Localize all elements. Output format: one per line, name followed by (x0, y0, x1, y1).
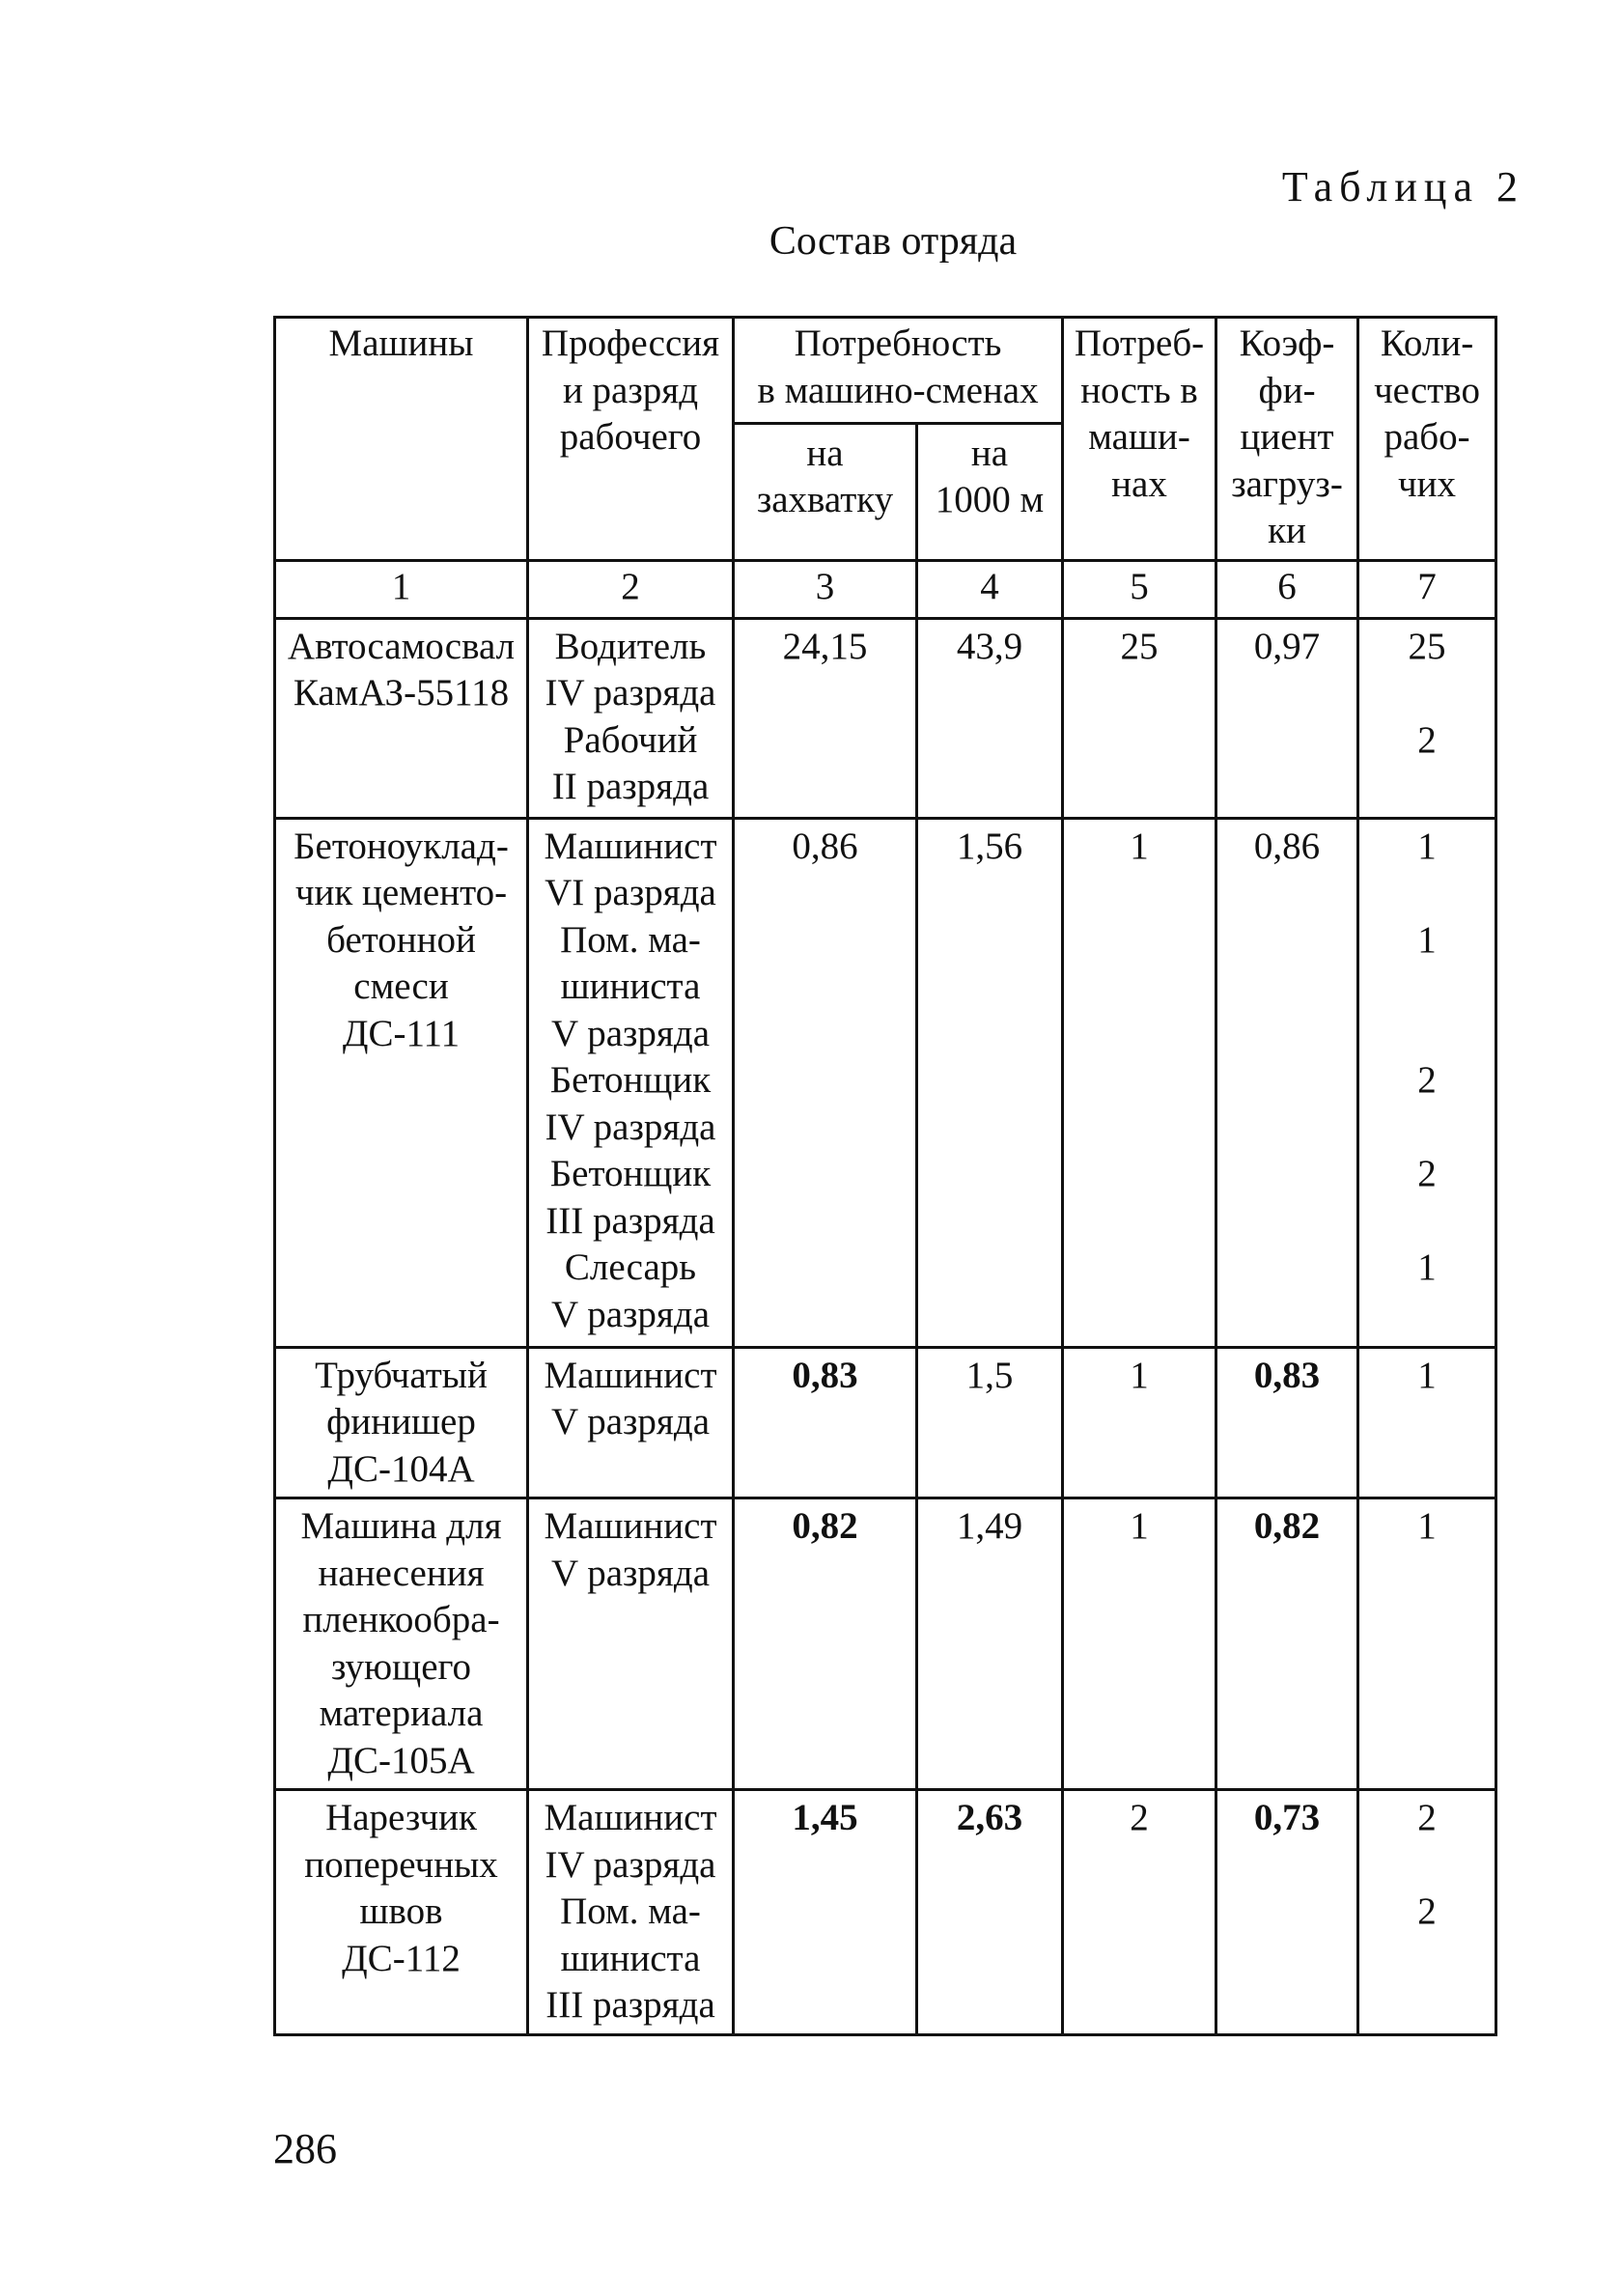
cell-line: ДС-112 (342, 1937, 461, 1979)
per-1000-cell: 43,9 (917, 618, 1063, 818)
cell-line (1361, 870, 1493, 917)
cell-line: Пом. ма- (560, 1890, 701, 1932)
header-profession (528, 318, 734, 561)
cell-line: III разряда (545, 1984, 715, 2026)
per-1000-cell: 1,56 (917, 818, 1063, 1347)
per-grip-cell: 0,83 (734, 1347, 917, 1498)
cell-line: Трубчатый (315, 1354, 488, 1396)
cell-line: Машинист (544, 1505, 717, 1547)
cell-line: Машины (328, 322, 474, 364)
header-need-shifts (734, 318, 1063, 424)
cell-line: пленкообра- (302, 1599, 500, 1640)
cell-line: V разряда (550, 1401, 711, 1442)
per-grip-cell: 0,82 (734, 1498, 917, 1790)
cell-line: 2 (1417, 1890, 1437, 1932)
header-per-1000 (917, 423, 1063, 560)
cell-line: IV разряда (545, 672, 716, 714)
per-grip-cell: 0,86 (734, 818, 917, 1347)
cell-line: в машино-сменах (757, 369, 1039, 411)
table-row (275, 1347, 1496, 1498)
table-row (275, 618, 1496, 818)
workers-cell (1358, 1790, 1496, 2035)
cell-line: Нарезчик (325, 1797, 477, 1838)
coef-cell: 0,86 (1216, 818, 1358, 1347)
cell-line: швов (359, 1890, 443, 1932)
page-number: 286 (273, 2125, 337, 2172)
cell-line: шиниста (560, 1937, 701, 1979)
cell-line: на (970, 432, 1009, 474)
cell-line (1361, 1105, 1493, 1152)
cell-line: 1 (1417, 918, 1437, 961)
cell-line: Профессия (541, 322, 720, 364)
cell-line: Пом. ма- (560, 918, 701, 961)
cell-line (1361, 1551, 1493, 1598)
column-number: 1 (275, 560, 528, 618)
header-need-machines (1063, 318, 1216, 561)
cell-line (1361, 1936, 1493, 1983)
header-row (275, 318, 1496, 424)
cell-line: III разряда (545, 1199, 715, 1242)
cell-line: 2 (1417, 1797, 1437, 1838)
per-1000-cell: 1,5 (917, 1347, 1063, 1498)
cell-line: II разряда (551, 766, 710, 807)
per-grip-cell: 24,15 (734, 618, 917, 818)
cell-line: чество (1374, 369, 1480, 411)
column-number: 2 (528, 560, 734, 618)
cell-line: финишер (326, 1401, 476, 1442)
cell-line (1361, 964, 1493, 1011)
cell-line: поперечных (304, 1843, 498, 1886)
machines-cell: 1 (1063, 818, 1216, 1347)
cell-line: загруз- (1231, 462, 1343, 505)
profession-cell (528, 1498, 734, 1790)
cell-line: V разряда (550, 1293, 711, 1335)
cell-line: ДС-111 (342, 1012, 461, 1054)
cell-line: Машинист (544, 1354, 717, 1396)
cell-line: IV разряда (545, 1843, 716, 1886)
workers-cell (1358, 1498, 1496, 1790)
coef-cell: 0,82 (1216, 1498, 1358, 1790)
cell-line: V разряда (550, 1012, 711, 1054)
header-machines (275, 318, 528, 561)
machine-cell (275, 1498, 528, 1790)
cell-line: Потреб- (1074, 322, 1205, 364)
column-number: 5 (1063, 560, 1216, 618)
per-1000-cell: 1,49 (917, 1498, 1063, 1790)
machine-cell (275, 1347, 528, 1498)
cell-line: 1 (1417, 825, 1437, 867)
per-1000-cell: 2,63 (917, 1790, 1063, 2035)
machines-cell: 25 (1063, 618, 1216, 818)
workers-cell (1358, 618, 1496, 818)
cell-line: 1 (1417, 1505, 1437, 1547)
machines-cell: 1 (1063, 1347, 1216, 1498)
cell-line: V разряда (550, 1552, 711, 1594)
cell-line: Слесарь (564, 1246, 697, 1288)
profession-cell (528, 1347, 734, 1498)
cell-line: Бетонщик (549, 1059, 712, 1101)
cell-line: 2 (1417, 1153, 1437, 1194)
cell-line: Машинист (544, 825, 717, 867)
workers-cell (1358, 1347, 1496, 1498)
cell-line: нах (1111, 462, 1167, 505)
workers-cell (1358, 818, 1496, 1347)
coef-cell: 0,73 (1216, 1790, 1358, 2035)
column-number-row (275, 560, 1496, 618)
cell-line: Машина для (300, 1505, 502, 1547)
cell-line: Бетоноуклад- (293, 825, 509, 867)
column-number: 4 (917, 560, 1063, 618)
cell-line: Бетонщик (549, 1153, 712, 1194)
machines-cell: 2 (1063, 1790, 1216, 2035)
machine-cell (275, 818, 528, 1347)
table-row (275, 1790, 1496, 2035)
cell-line: ки (1268, 510, 1306, 551)
cell-line: 1000 м (935, 479, 1045, 521)
header-per-grip (734, 423, 917, 560)
cell-line: ДС-105А (327, 1739, 475, 1781)
cell-line: бетонной (326, 918, 476, 961)
cell-line: VI разряда (545, 872, 716, 913)
coef-cell: 0,97 (1216, 618, 1358, 818)
cell-line: Потребность (794, 322, 1002, 364)
machine-cell (275, 1790, 528, 2035)
cell-line: Машинист (544, 1797, 717, 1838)
cell-line: 25 (1408, 625, 1446, 667)
cell-line: Рабочий (563, 718, 698, 761)
cell-line: ность в (1080, 369, 1198, 411)
cell-line: Коэф- (1239, 322, 1335, 364)
cell-line (1361, 1011, 1493, 1058)
cell-line: рабо- (1383, 416, 1470, 458)
cell-line: чих (1398, 462, 1457, 505)
table-label: Таблица 2 (1281, 163, 1524, 210)
header-load-coef (1216, 318, 1358, 561)
cell-line: захватку (756, 479, 894, 521)
machines-cell: 1 (1063, 1498, 1216, 1790)
profession-cell (528, 818, 734, 1347)
cell-line: Автосамосвал (287, 625, 516, 667)
profession-cell (528, 618, 734, 818)
cell-line: и разряд (562, 369, 699, 411)
cell-line: смеси (353, 966, 449, 1007)
cell-line (1361, 1842, 1493, 1890)
table-row (275, 1498, 1496, 1790)
cell-line (1361, 1198, 1493, 1246)
cell-line: шиниста (560, 966, 701, 1007)
cell-line: рабочего (559, 416, 702, 458)
cell-line (1361, 764, 1493, 811)
cell-line: 1 (1417, 1246, 1437, 1288)
cell-line: КамАЗ-55118 (293, 672, 510, 714)
coef-cell: 0,83 (1216, 1347, 1358, 1498)
column-number: 7 (1358, 560, 1496, 618)
cell-line: циент (1240, 416, 1334, 458)
profession-cell (528, 1790, 734, 2035)
machine-cell (275, 618, 528, 818)
cell-line: фи- (1258, 369, 1316, 411)
cell-line: материала (319, 1693, 484, 1734)
cell-line: Водитель (554, 625, 707, 667)
crew-table (273, 316, 1497, 2036)
cell-line (1361, 1982, 1493, 2030)
per-grip-cell: 1,45 (734, 1790, 917, 2035)
cell-line: на (806, 432, 844, 474)
column-number: 6 (1216, 560, 1358, 618)
cell-line: Коли- (1380, 322, 1474, 364)
cell-line: 1 (1417, 1354, 1437, 1396)
cell-line (1361, 670, 1493, 717)
cell-line: ДС-104А (327, 1447, 475, 1490)
cell-line: чик цементо- (294, 872, 508, 913)
cell-line: 2 (1417, 718, 1437, 761)
cell-line: маши- (1088, 416, 1190, 458)
cell-line: нанесения (318, 1552, 485, 1594)
cell-line: IV разряда (545, 1106, 716, 1148)
cell-line: зующего (330, 1645, 472, 1688)
cell-line (1361, 1292, 1493, 1339)
table-title: Состав отряда (769, 219, 1018, 264)
cell-line: 2 (1417, 1059, 1437, 1101)
cell-line (1361, 1399, 1493, 1446)
column-number: 3 (734, 560, 917, 618)
header-workers (1358, 318, 1496, 561)
table-row (275, 818, 1496, 1347)
